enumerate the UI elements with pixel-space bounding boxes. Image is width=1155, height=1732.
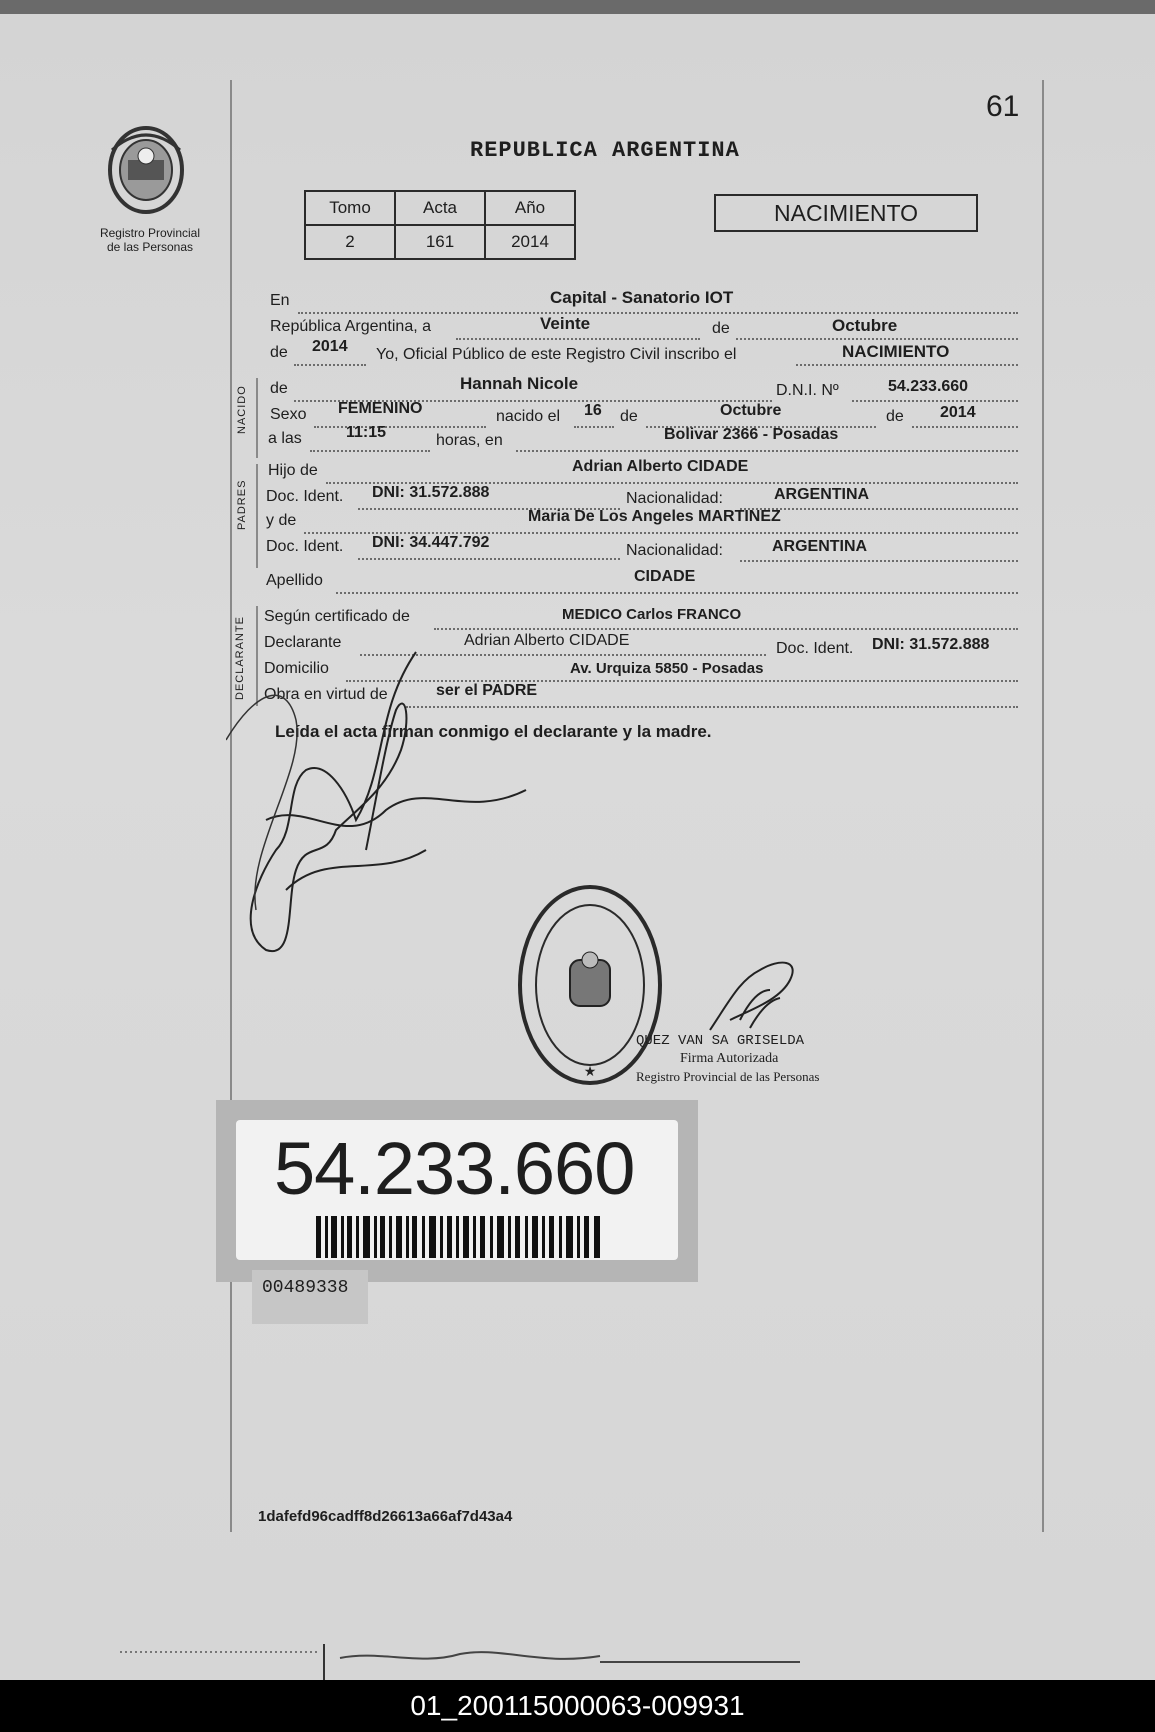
serial-number: 00489338 <box>252 1270 368 1324</box>
birth-day: 16 <box>584 402 602 419</box>
mother-doc: DNI: 34.447.792 <box>372 534 490 551</box>
official-signature-icon <box>700 950 810 1040</box>
a-las-label: a las <box>268 430 302 447</box>
birth-de-label: de <box>620 408 638 425</box>
child-dni: 54.233.660 <box>888 378 969 395</box>
closing-statement: Leída el acta firman conmigo el declarante y la madre. <box>275 722 712 741</box>
document-hash: 1dafefd96cadff8d26613a66af7d43a4 <box>258 1508 513 1525</box>
y-de-label: y de <box>266 512 297 529</box>
mother-name: Maria De Los Angeles MARTINEZ <box>528 508 781 525</box>
cert-value: MEDICO Carlos FRANCO <box>562 606 742 623</box>
location-value: Capital - Sanatorio IOT <box>550 288 734 307</box>
section-label-declarante: DECLARANTE <box>234 616 246 700</box>
birth-year: 2014 <box>940 404 976 421</box>
day-value: Veinte <box>540 314 591 333</box>
dotted-line <box>516 448 1018 452</box>
record-type-box: NACIMIENTO <box>714 194 978 232</box>
id-label-sticker <box>216 1100 698 1282</box>
registry-header-row <box>305 191 575 225</box>
dotted-line <box>336 590 1018 594</box>
birth-month: Octubre <box>720 402 782 419</box>
republica-label: República Argentina, a <box>270 318 431 335</box>
nacido-de-label: de <box>270 380 288 397</box>
domicilio-label: Domicilio <box>264 660 329 677</box>
official-name: QUEZ VAN SA GRISELDA <box>636 1033 805 1049</box>
dotted-line <box>314 424 486 428</box>
registry-header-anio: Año <box>485 191 575 225</box>
dotted-line <box>358 556 620 560</box>
horas-label: horas, en <box>436 432 503 449</box>
document-title: REPUBLICA ARGENTINA <box>470 138 740 163</box>
father-nat-label: Nacionalidad: <box>626 490 723 507</box>
seal-caption <box>82 226 218 254</box>
hijo-de-label: Hijo de <box>268 462 318 479</box>
sexo-value: FEMENINO <box>338 400 423 417</box>
page-number: 61 <box>986 90 1020 123</box>
dotted-line <box>434 626 1018 630</box>
declarante-value: Adrian Alberto CIDADE <box>464 632 630 649</box>
seal-caption-line-2: de las Personas <box>106 240 194 254</box>
section-divider <box>256 464 258 568</box>
inscribo-label: Yo, Oficial Público de este Registro Civil inscribo el <box>376 346 737 363</box>
father-doc-label: Doc. Ident. <box>266 488 344 505</box>
mother-doc-label: Doc. Ident. <box>266 538 344 555</box>
dotted-line <box>740 506 1018 510</box>
birth-time: 11:15 <box>346 424 387 441</box>
declarante-doc-label: Doc. Ident. <box>776 640 854 657</box>
dotted-line <box>294 362 366 366</box>
month-value: Octubre <box>832 316 898 335</box>
registry-value-acta: 161 <box>395 225 485 259</box>
dotted-line <box>574 424 614 428</box>
en-label: En <box>270 292 290 309</box>
registry-table <box>304 190 576 260</box>
declarante-label: Declarante <box>264 634 342 651</box>
provincial-seal-icon <box>98 120 194 216</box>
dni-label: D.N.I. Nº <box>776 382 839 399</box>
bottom-edge-fragment-icon <box>120 1640 800 1680</box>
cert-label: Según certificado de <box>264 608 410 625</box>
dotted-line <box>740 558 1018 562</box>
obra-label: Obra en virtud de <box>264 686 388 703</box>
scan-footer-id: 01_200115000063-009931 <box>0 1680 1155 1732</box>
child-name: Hannah Nicole <box>460 374 579 393</box>
section-label-padres: PADRES <box>236 479 248 530</box>
right-margin-line <box>1042 80 1044 1532</box>
nacido-el-label: nacido el <box>496 408 561 425</box>
section-divider <box>256 378 258 458</box>
official-office: Registro Provincial de las Personas <box>636 1069 820 1084</box>
official-signature-block <box>636 1032 819 1086</box>
apellido-value: CIDADE <box>634 568 696 585</box>
section-label-nacido: NACIDO <box>236 385 248 434</box>
dotted-line <box>852 398 1018 402</box>
apellido-label: Apellido <box>266 572 323 589</box>
mother-nationality: ARGENTINA <box>772 538 868 555</box>
declarant-signature-icon <box>226 650 536 960</box>
birth-de-label-2: de <box>886 408 904 425</box>
dotted-line <box>456 336 700 340</box>
id-label-inner <box>236 1120 678 1260</box>
mother-nat-label: Nacionalidad: <box>626 542 723 559</box>
father-doc: DNI: 31.572.888 <box>372 484 490 501</box>
registry-header-acta: Acta <box>395 191 485 225</box>
svg-text:★: ★ <box>583 1064 597 1080</box>
year-value: 2014 <box>312 338 348 355</box>
registry-header-tomo: Tomo <box>305 191 395 225</box>
scan-top-edge <box>0 0 1155 14</box>
id-number: 54.233.660 <box>274 1127 635 1210</box>
obra-value: ser el PADRE <box>436 682 538 699</box>
official-title: Firma Autorizada <box>680 1051 779 1066</box>
dotted-line <box>736 336 1018 340</box>
registry-value-row <box>305 225 575 259</box>
barcode-icon <box>316 1216 606 1258</box>
dotted-line <box>912 424 1018 428</box>
domicilio-value: Av. Urquiza 5850 - Posadas <box>570 660 764 677</box>
de-label-2: de <box>270 344 288 361</box>
declarante-doc: DNI: 31.572.888 <box>872 636 990 653</box>
registry-value-anio: 2014 <box>485 225 575 259</box>
dotted-line <box>298 310 1018 314</box>
registry-value-tomo: 2 <box>305 225 395 259</box>
father-name: Adrian Alberto CIDADE <box>572 458 749 475</box>
sexo-label: Sexo <box>270 406 307 423</box>
de-label: de <box>712 320 730 337</box>
inscribo-value: NACIMIENTO <box>842 342 950 361</box>
seal-caption-line-1: Registro Provincial <box>99 226 201 240</box>
birth-place: Bolivar 2366 - Posadas <box>664 426 839 443</box>
dotted-line <box>796 362 1018 366</box>
father-nationality: ARGENTINA <box>774 486 870 503</box>
dotted-line <box>310 448 430 452</box>
